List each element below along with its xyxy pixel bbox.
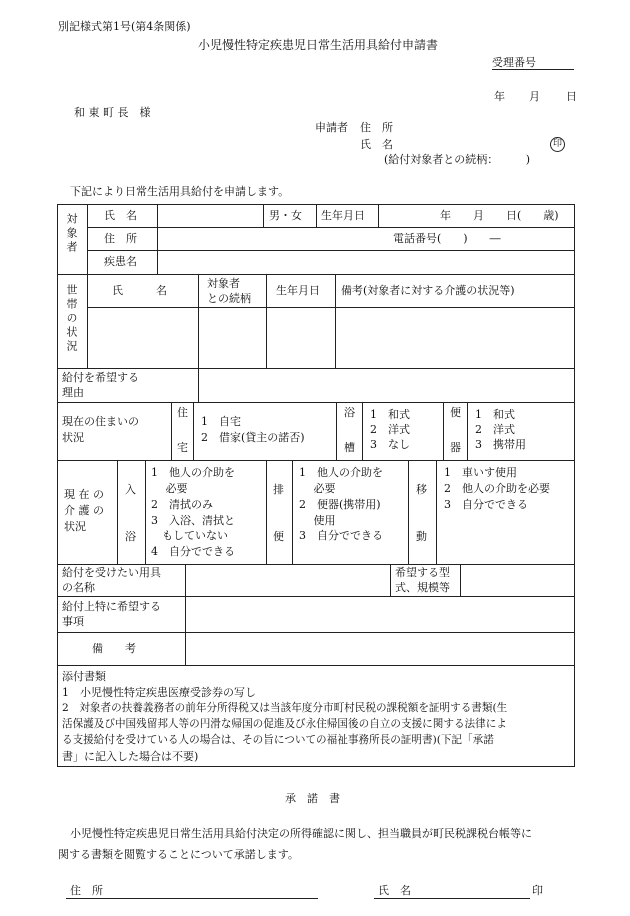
care-label-1: 現 在 の [64, 488, 104, 501]
bathing-option: 必要 [151, 482, 188, 495]
bathing-option: 1 他人の介助を [151, 466, 235, 479]
house-label-1: 住 [177, 406, 188, 419]
intro-text: 下記により日常生活用具給付を申請します。 [70, 185, 290, 198]
form-title: 小児慢性特定疾患児日常生活用具給付申請書 [198, 38, 439, 52]
applicant-name-label: 氏 名 [360, 138, 393, 151]
date-day: 日 [566, 90, 577, 103]
household-remarks-header: 備考(対象者に対する介護の状況等) [341, 284, 515, 297]
toilet-option: 1 和式 [475, 408, 515, 421]
applicant-label: 申請者 [315, 121, 348, 134]
form-number: 別記様式第1号(第4条関係) [58, 20, 191, 33]
seal-mark: 印 [550, 136, 565, 152]
birthdate-label: 生年月日 [321, 209, 365, 222]
attachment-line: 1 小児慢性特定疾患医療受診券の写し [62, 686, 256, 699]
attachment-line: る支援給付を受けている人の場合は、その旨についての福祉事務所長の証明書)(下記「承諾 [62, 734, 494, 746]
consent-text-1: 小児慢性特定疾患児日常生活用具給付決定の所得確認に関し、担当職員が町民税課税台帳等に [70, 827, 532, 840]
consent-name-label: 氏 名 [378, 884, 411, 897]
consent-name-line [374, 898, 530, 899]
household-relation-header-2: との続柄 [207, 292, 251, 305]
bath-label-2: 槽 [344, 441, 355, 454]
disease-label: 疾患名 [104, 255, 137, 268]
birthdate-value: 年 月 日( 歳) [440, 209, 559, 222]
phone-label: 電話番号( ) ― [393, 232, 501, 245]
equipment-label-2: の名称 [62, 581, 95, 594]
mobility-option: 3 自分でできる [444, 498, 528, 511]
household-birthdate-header: 生年月日 [276, 284, 320, 297]
bath-option: 1 和式 [370, 408, 410, 421]
special-request-label-1: 給付上特に希望する [62, 600, 161, 613]
receipt-number-label: 受理番号 [492, 56, 574, 70]
model-label-1: 希望する型 [395, 566, 450, 579]
attachment-line: 活保護及び中国残留邦人等の円滑な帰国の促進及び永住帰国後の自立の支援に関する法律によ [62, 718, 507, 730]
mobility-label-2: 動 [416, 530, 427, 543]
equipment-label-1: 給付を受けたい用具 [62, 566, 161, 579]
reason-label-1: 給付を希望する [62, 371, 139, 384]
mobility-label-1: 移 [416, 483, 427, 496]
bathing-label-1: 入 [125, 483, 136, 496]
model-label-2: 式、規模等 [395, 581, 450, 594]
excretion-option: 1 他人の介助を [299, 466, 383, 479]
date-year: 年 [494, 90, 505, 103]
date-month: 月 [529, 90, 540, 103]
attachments-title: 添付書類 [62, 670, 106, 683]
household-relation-header-1: 対象者 [207, 277, 240, 290]
remarks-label: 備 考 [92, 642, 136, 655]
consent-address-line [66, 898, 318, 899]
consent-text-2: 関する書類を閲覧することについて承諾します。 [58, 848, 299, 861]
household-name-header: 氏 名 [112, 284, 167, 297]
subject-address-label: 住 所 [104, 232, 137, 245]
bathing-option: 3 入浴、清拭と [151, 514, 235, 527]
applicant-address-label: 住 所 [360, 121, 393, 134]
excretion-option: 3 自分でできる [299, 529, 383, 542]
relation-label: (給付対象者との続柄： ) [384, 153, 531, 166]
addressee: 和 東 町 長 様 [74, 106, 151, 119]
bathing-label-2: 浴 [125, 530, 136, 543]
consent-address-label: 住 所 [70, 884, 103, 897]
toilet-option: 3 携帯用 [475, 438, 526, 451]
mobility-option: 2 他人の介助を必要 [444, 482, 550, 495]
house-label-2: 宅 [177, 441, 188, 454]
reason-label-2: 理由 [62, 386, 84, 399]
toilet-option: 2 洋式 [475, 423, 515, 436]
special-request-label-2: 事項 [62, 615, 84, 628]
excretion-option: 必要 [299, 482, 336, 495]
residence-label-2: 状況 [62, 431, 84, 444]
house-option: 2 借家(貸主の諾否) [201, 431, 305, 444]
attachment-line: 2 対象者の扶養義務者の前年分所得税又は当該年度分市町村民税の課税額を証明する書類(生 [62, 702, 508, 714]
care-label-3: 状況 [64, 520, 86, 533]
excretion-label-2: 便 [273, 530, 284, 543]
subject-name-label: 氏 名 [104, 209, 137, 222]
bathing-option: 2 清拭のみ [151, 498, 213, 511]
bath-label-1: 浴 [344, 406, 355, 419]
excretion-option: 使用 [299, 514, 336, 527]
bath-option: 2 洋式 [370, 423, 410, 436]
bathing-option: もしていない [151, 529, 228, 542]
gender-label: 男・女 [269, 209, 302, 222]
attachment-line: 書」に記入した場合は不要) [62, 750, 199, 763]
bath-option: 3 なし [370, 438, 410, 451]
toilet-label-1: 便 [450, 406, 461, 419]
excretion-option: 2 便器(携帯用) [299, 498, 381, 511]
subject-label: 対象者 [65, 213, 78, 255]
house-option: 1 自宅 [201, 415, 241, 428]
mobility-option: 1 車いす使用 [444, 466, 517, 479]
toilet-label-2: 器 [450, 441, 461, 454]
household-label: 世帯の状況 [65, 284, 78, 354]
care-label-2: 介 護 の [64, 504, 104, 517]
bathing-option: 4 自分でできる [151, 545, 235, 558]
consent-seal-label: 印 [532, 884, 543, 897]
excretion-label-1: 排 [273, 483, 284, 496]
residence-label-1: 現在の住まいの [62, 415, 139, 428]
consent-title: 承 諾 書 [285, 792, 340, 805]
